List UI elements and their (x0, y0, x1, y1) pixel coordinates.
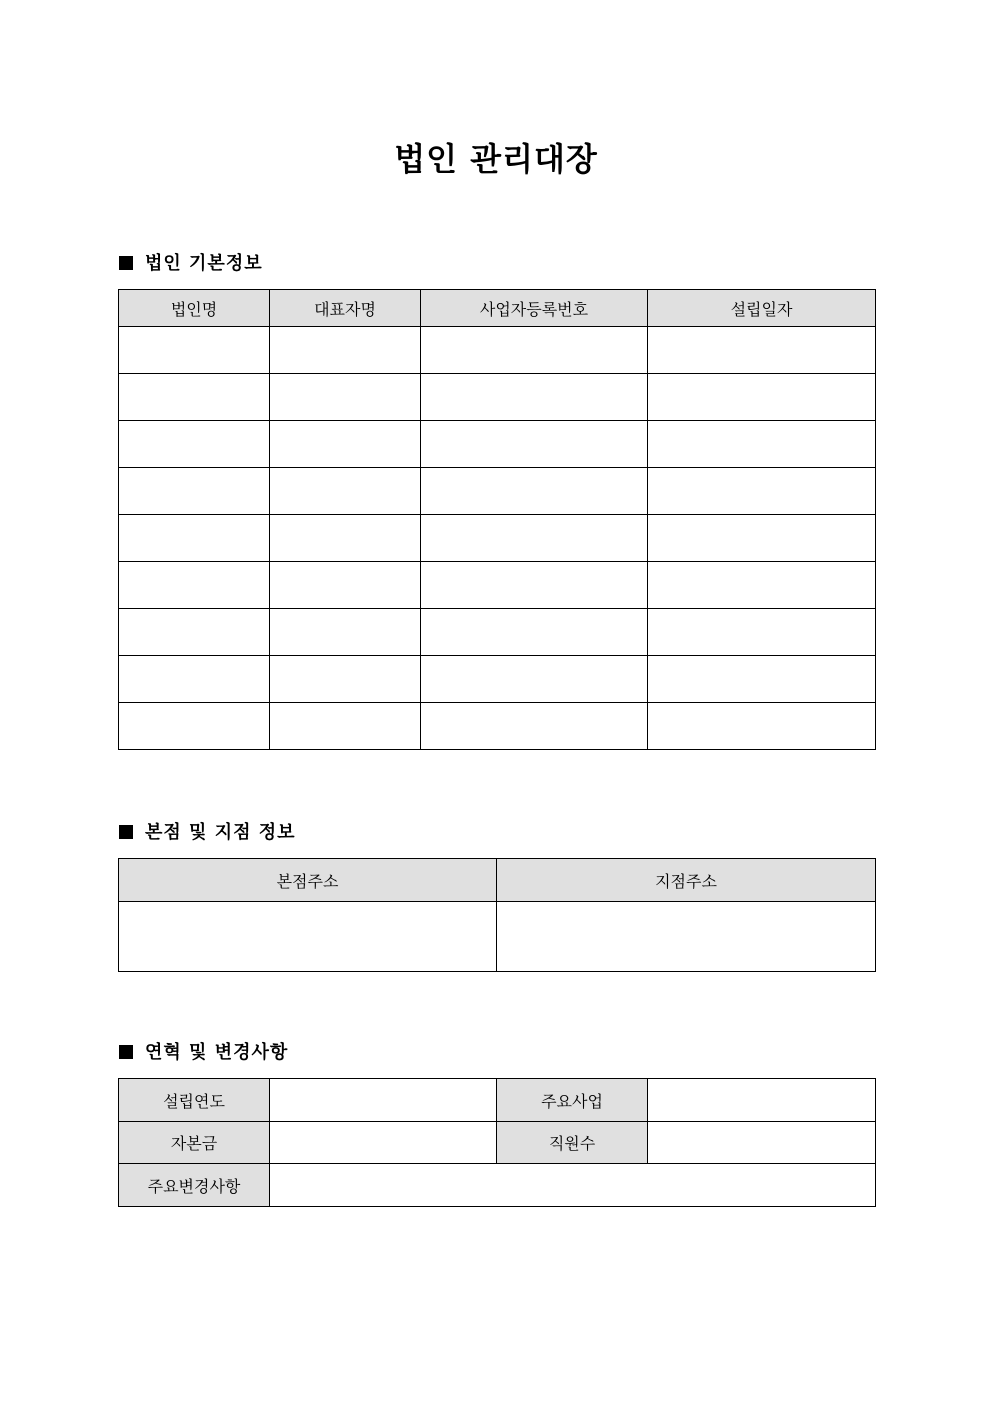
table-row (119, 703, 876, 750)
table-cell[interactable] (119, 468, 270, 515)
founding-year-value[interactable] (270, 1079, 497, 1122)
table-cell[interactable] (648, 468, 876, 515)
major-changes-value[interactable] (270, 1164, 876, 1207)
column-header: 사업자등록번호 (421, 290, 648, 327)
table-row (119, 374, 876, 421)
main-business-value[interactable] (648, 1079, 876, 1122)
table-cell[interactable] (648, 703, 876, 750)
table-cell[interactable] (421, 515, 648, 562)
column-header: 법인명 (119, 290, 270, 327)
table-cell[interactable] (270, 421, 421, 468)
table-cell[interactable] (421, 656, 648, 703)
table-cell[interactable] (421, 374, 648, 421)
table-cell[interactable] (119, 515, 270, 562)
table-cell[interactable] (648, 609, 876, 656)
table-cell[interactable] (648, 374, 876, 421)
table-header-row (119, 859, 876, 902)
section-title: 연혁 및 변경사항 (145, 1042, 289, 1063)
column-header: 설립일자 (648, 290, 876, 327)
table-row (119, 1122, 876, 1164)
head-office-address-cell[interactable] (119, 902, 497, 972)
page-title: 법인 관리대장 (394, 140, 598, 178)
square-bullet-icon (119, 256, 133, 270)
table-row (119, 902, 876, 972)
table-cell[interactable] (270, 515, 421, 562)
section-heading-history (119, 1041, 288, 1065)
square-bullet-icon (119, 825, 133, 839)
table-row (119, 1164, 876, 1207)
table-row (119, 1079, 876, 1122)
table-cell[interactable] (119, 703, 270, 750)
table-cell[interactable] (648, 562, 876, 609)
branch-address-cell[interactable] (497, 902, 876, 972)
capital-label: 자본금 (119, 1122, 270, 1164)
table-cell[interactable] (270, 656, 421, 703)
table-cell[interactable] (270, 327, 421, 374)
history-table (118, 1078, 876, 1207)
table-row (119, 656, 876, 703)
major-changes-label: 주요변경사항 (119, 1164, 270, 1207)
table-cell[interactable] (421, 468, 648, 515)
employees-label: 직원수 (497, 1122, 648, 1164)
table-cell[interactable] (270, 609, 421, 656)
branch-info-table (118, 858, 876, 972)
column-header: 본점주소 (119, 859, 497, 902)
section-title: 법인 기본정보 (145, 253, 263, 274)
table-header-row (119, 290, 876, 327)
table-cell[interactable] (270, 468, 421, 515)
table-cell[interactable] (119, 656, 270, 703)
table-cell[interactable] (270, 562, 421, 609)
section-title: 본점 및 지점 정보 (145, 822, 296, 843)
table-cell[interactable] (119, 421, 270, 468)
table-cell[interactable] (421, 327, 648, 374)
table-row (119, 327, 876, 374)
capital-value[interactable] (270, 1122, 497, 1164)
table-cell[interactable] (119, 327, 270, 374)
table-cell[interactable] (648, 327, 876, 374)
table-row (119, 468, 876, 515)
founding-year-label: 설립연도 (119, 1079, 270, 1122)
table-cell[interactable] (421, 703, 648, 750)
table-cell[interactable] (270, 374, 421, 421)
table-cell[interactable] (119, 609, 270, 656)
table-row (119, 562, 876, 609)
table-cell[interactable] (119, 562, 270, 609)
section-heading-basic (119, 252, 263, 276)
section-heading-branch (119, 821, 296, 845)
table-cell[interactable] (421, 609, 648, 656)
table-cell[interactable] (648, 421, 876, 468)
square-bullet-icon (119, 1045, 133, 1059)
table-row (119, 515, 876, 562)
table-cell[interactable] (421, 562, 648, 609)
employees-value[interactable] (648, 1122, 876, 1164)
table-cell[interactable] (648, 515, 876, 562)
table-cell[interactable] (270, 703, 421, 750)
table-cell[interactable] (421, 421, 648, 468)
table-cell[interactable] (119, 374, 270, 421)
table-row (119, 609, 876, 656)
column-header: 대표자명 (270, 290, 421, 327)
table-cell[interactable] (648, 656, 876, 703)
main-business-label: 주요사업 (497, 1079, 648, 1122)
table-row (119, 421, 876, 468)
column-header: 지점주소 (497, 859, 876, 902)
basic-info-table (118, 289, 876, 750)
